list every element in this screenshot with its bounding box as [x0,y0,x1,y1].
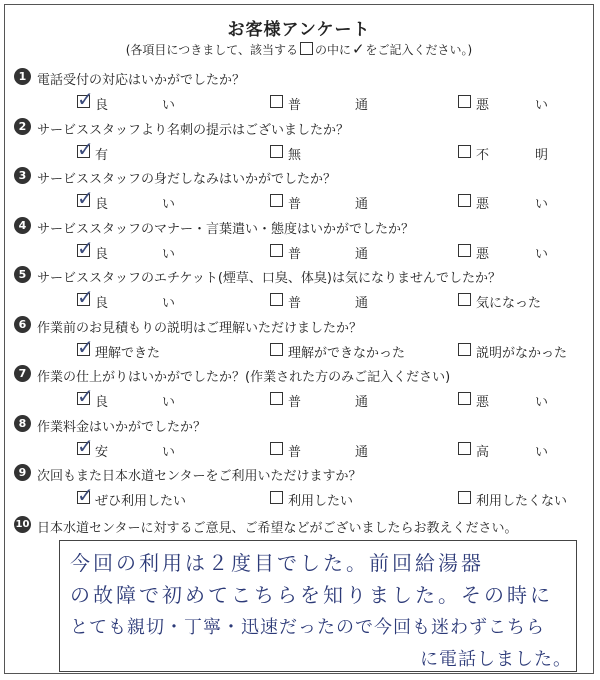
option-label-part: い [161,296,175,311]
answer-option[interactable] [270,390,440,410]
option-label-part: 通 [354,197,368,212]
option-label-part: 普 [288,395,302,410]
checkbox[interactable] [458,392,471,405]
option-label-part: 良 [95,98,109,113]
checkbox[interactable] [458,194,471,207]
option-label: 理解ができなかった [288,345,406,361]
question-9 [5,465,593,515]
option-label-part: 通 [354,246,368,262]
option-label-part: 普 [288,98,302,113]
option-label-part: い [161,98,175,113]
option-label-part: 普 [288,246,302,262]
checkbox[interactable] [270,194,283,207]
option-label-part: 不 [476,147,490,163]
option-label [288,292,368,311]
option-label [95,292,175,311]
question-number-badge: 7 [14,365,31,382]
option-label-part: い [161,246,175,262]
answer-option[interactable] [77,384,227,410]
question-1 [5,69,593,119]
checkbox-sample-icon [300,42,313,55]
question-number-badge: 1 [14,68,31,85]
checkbox[interactable] [270,392,283,405]
answer-option[interactable] [270,341,440,361]
answer-option[interactable] [458,192,588,212]
question-text: 作業の仕上がりはいかがでしたか？(作業された方のみご記入ください) [37,370,451,385]
option-label-part: 通 [354,444,368,460]
option-label-part: 悪 [476,395,490,410]
option-label [288,243,368,262]
question-number-badge: 4 [14,217,31,234]
checkmark-icon: ✓ [77,433,94,458]
option-label [95,193,175,212]
option-label: 気になった [476,296,542,311]
checkbox[interactable] [458,442,471,455]
checkmark-icon: ✓ [77,87,94,111]
option-label-part: 悪 [476,98,490,113]
checkbox[interactable] [270,95,283,108]
option-label: ぜひ利用したい [95,494,187,509]
question-text: 電話受付の対応はいかがでしたか？ [37,73,246,88]
option-label-part: い [534,395,548,410]
checkbox[interactable] [458,343,471,356]
answer-option[interactable] [77,186,227,212]
option-label: 有 [95,147,109,163]
answer-option[interactable] [458,390,588,410]
answer-option[interactable] [270,440,440,460]
question-text: 作業料金はいかがでしたか？ [37,419,207,435]
checkbox[interactable] [270,491,283,504]
checkmark-icon: ✓ [77,235,94,260]
option-label-part: 通 [354,98,368,113]
checkmark-icon: ✓ [77,136,94,161]
option-label-part: い [534,444,548,460]
option-label: 理解できた [95,345,161,361]
option-label-part: 良 [95,395,109,410]
checkbox[interactable] [270,145,283,158]
question-number-badge: 5 [14,266,31,283]
question-number-badge: 9 [14,464,31,481]
option-label [95,441,175,460]
answer-option[interactable] [270,192,440,212]
answer-option[interactable] [77,433,227,460]
checkbox[interactable] [270,293,283,306]
question-5 [5,267,593,317]
answer-option[interactable] [458,143,588,163]
answer-option[interactable] [270,242,440,262]
answer-option[interactable] [77,136,227,163]
option-label-part: 通 [354,395,368,410]
question-text: 次回もまた日本水道センターをご利用いただけますか？ [37,469,362,484]
question-number-badge: 2 [14,118,31,135]
option-label-part: い [161,444,175,460]
instruction-suffix: をご記入ください。) [365,43,473,57]
option-label [476,193,548,212]
answer-option[interactable] [270,93,440,113]
checkbox[interactable] [458,95,471,108]
comment-field[interactable] [59,540,577,672]
answer-option[interactable] [458,242,588,262]
question-text: 日本水道センターに対するご意見、ご希望などがございましたらお教えください。 [37,521,518,536]
question-6 [5,317,593,367]
option-label [95,391,175,410]
question-text: サービススタッフの身だしなみはいかがでしたか？ [37,172,337,187]
option-label [288,193,368,212]
question-3 [5,168,593,218]
checkmark-icon: ✓ [77,483,94,507]
instruction-prefix: (各項目につきまして、該当する [125,43,298,57]
answer-option[interactable] [77,334,227,361]
survey-title: お客様アンケート [227,20,371,40]
option-label: 利用したい [288,494,354,509]
checkmark-sample-icon: ✓ [351,40,365,58]
option-label [288,94,368,113]
checkbox[interactable] [270,442,283,455]
answer-option[interactable] [77,483,227,509]
checkmark-icon: ✓ [77,186,94,210]
option-label-part: 普 [288,197,302,212]
question-text: 作業前のお見積もりの説明はご理解いただけましたか？ [37,320,363,336]
comment-line: に電話しました。 [420,649,572,670]
option-label-part: い [534,246,548,262]
option-label-part: 明 [534,147,548,163]
question-4 [5,218,593,268]
question-8 [5,416,593,466]
answer-option[interactable] [458,489,588,509]
question-7 [5,366,593,416]
answer-option[interactable] [77,285,227,311]
checkbox[interactable] [458,244,471,257]
option-label-part: い [161,197,175,212]
option-label [476,94,548,113]
answer-option[interactable] [458,341,588,361]
question-text: サービススタッフのマナー・言葉遣い・態度はいかがでしたか？ [37,221,415,237]
answer-option[interactable] [270,489,440,509]
answer-option[interactable] [77,87,227,113]
option-label: 利用したくない [476,494,568,509]
option-label-part: 普 [288,444,302,460]
option-label: 無 [288,147,302,163]
option-label-part: い [161,395,175,410]
option-label-part: 良 [95,197,109,212]
instruction-note [5,40,593,58]
answer-option[interactable] [270,143,440,163]
checkbox[interactable] [270,244,283,257]
option-label [95,94,175,113]
option-label [476,391,548,410]
option-label: 説明がなかった [476,345,568,361]
option-label [476,441,548,460]
question-2 [5,119,593,169]
checkmark-icon: ✓ [77,285,94,309]
checkbox[interactable] [458,293,471,306]
option-label-part: 高 [476,444,490,460]
option-label-part: 安 [95,444,109,460]
option-label [95,243,175,262]
answer-option[interactable] [270,291,440,311]
option-label-part: 良 [95,246,109,262]
answer-option[interactable] [77,235,227,262]
question-text: サービススタッフより名刺の提示はございましたか？ [37,122,350,138]
answer-option[interactable] [458,93,588,113]
option-label [476,243,548,262]
option-label-part: い [534,197,548,212]
checkbox[interactable] [458,145,471,158]
question-number-badge: 8 [14,415,31,432]
option-label [476,144,548,163]
option-label-part: 通 [354,296,368,311]
survey-sheet [4,4,594,674]
checkbox[interactable] [458,491,471,504]
comment-line: とても親切・丁寧・迅速だったので今回も迷わずこちら [70,617,545,638]
question-number-badge: 3 [14,167,31,184]
answer-option[interactable] [458,440,588,460]
option-label-part: 良 [95,296,109,311]
option-label-part: 悪 [476,197,490,212]
checkmark-icon: ✓ [77,334,94,359]
option-label-part: い [534,98,548,113]
question-number-badge: 10 [14,516,31,533]
comment-line: の故障で初めてこちらを知りました。その時に [70,583,553,607]
checkmark-icon: ✓ [77,384,94,408]
answer-option[interactable] [458,291,588,311]
option-label [288,391,368,410]
comment-line: 今回の利用は２度目でした。前回給湯器 [70,551,484,575]
option-label-part: 普 [288,296,302,311]
checkbox[interactable] [270,343,283,356]
question-number-badge: 6 [14,316,31,333]
question-text: サービススタッフのエチケット(煙草、口臭、体臭)は気になりませんでしたか？ [37,271,501,286]
option-label [288,441,368,460]
instruction-mid: の中に [314,43,351,57]
option-label-part: 悪 [476,246,490,262]
